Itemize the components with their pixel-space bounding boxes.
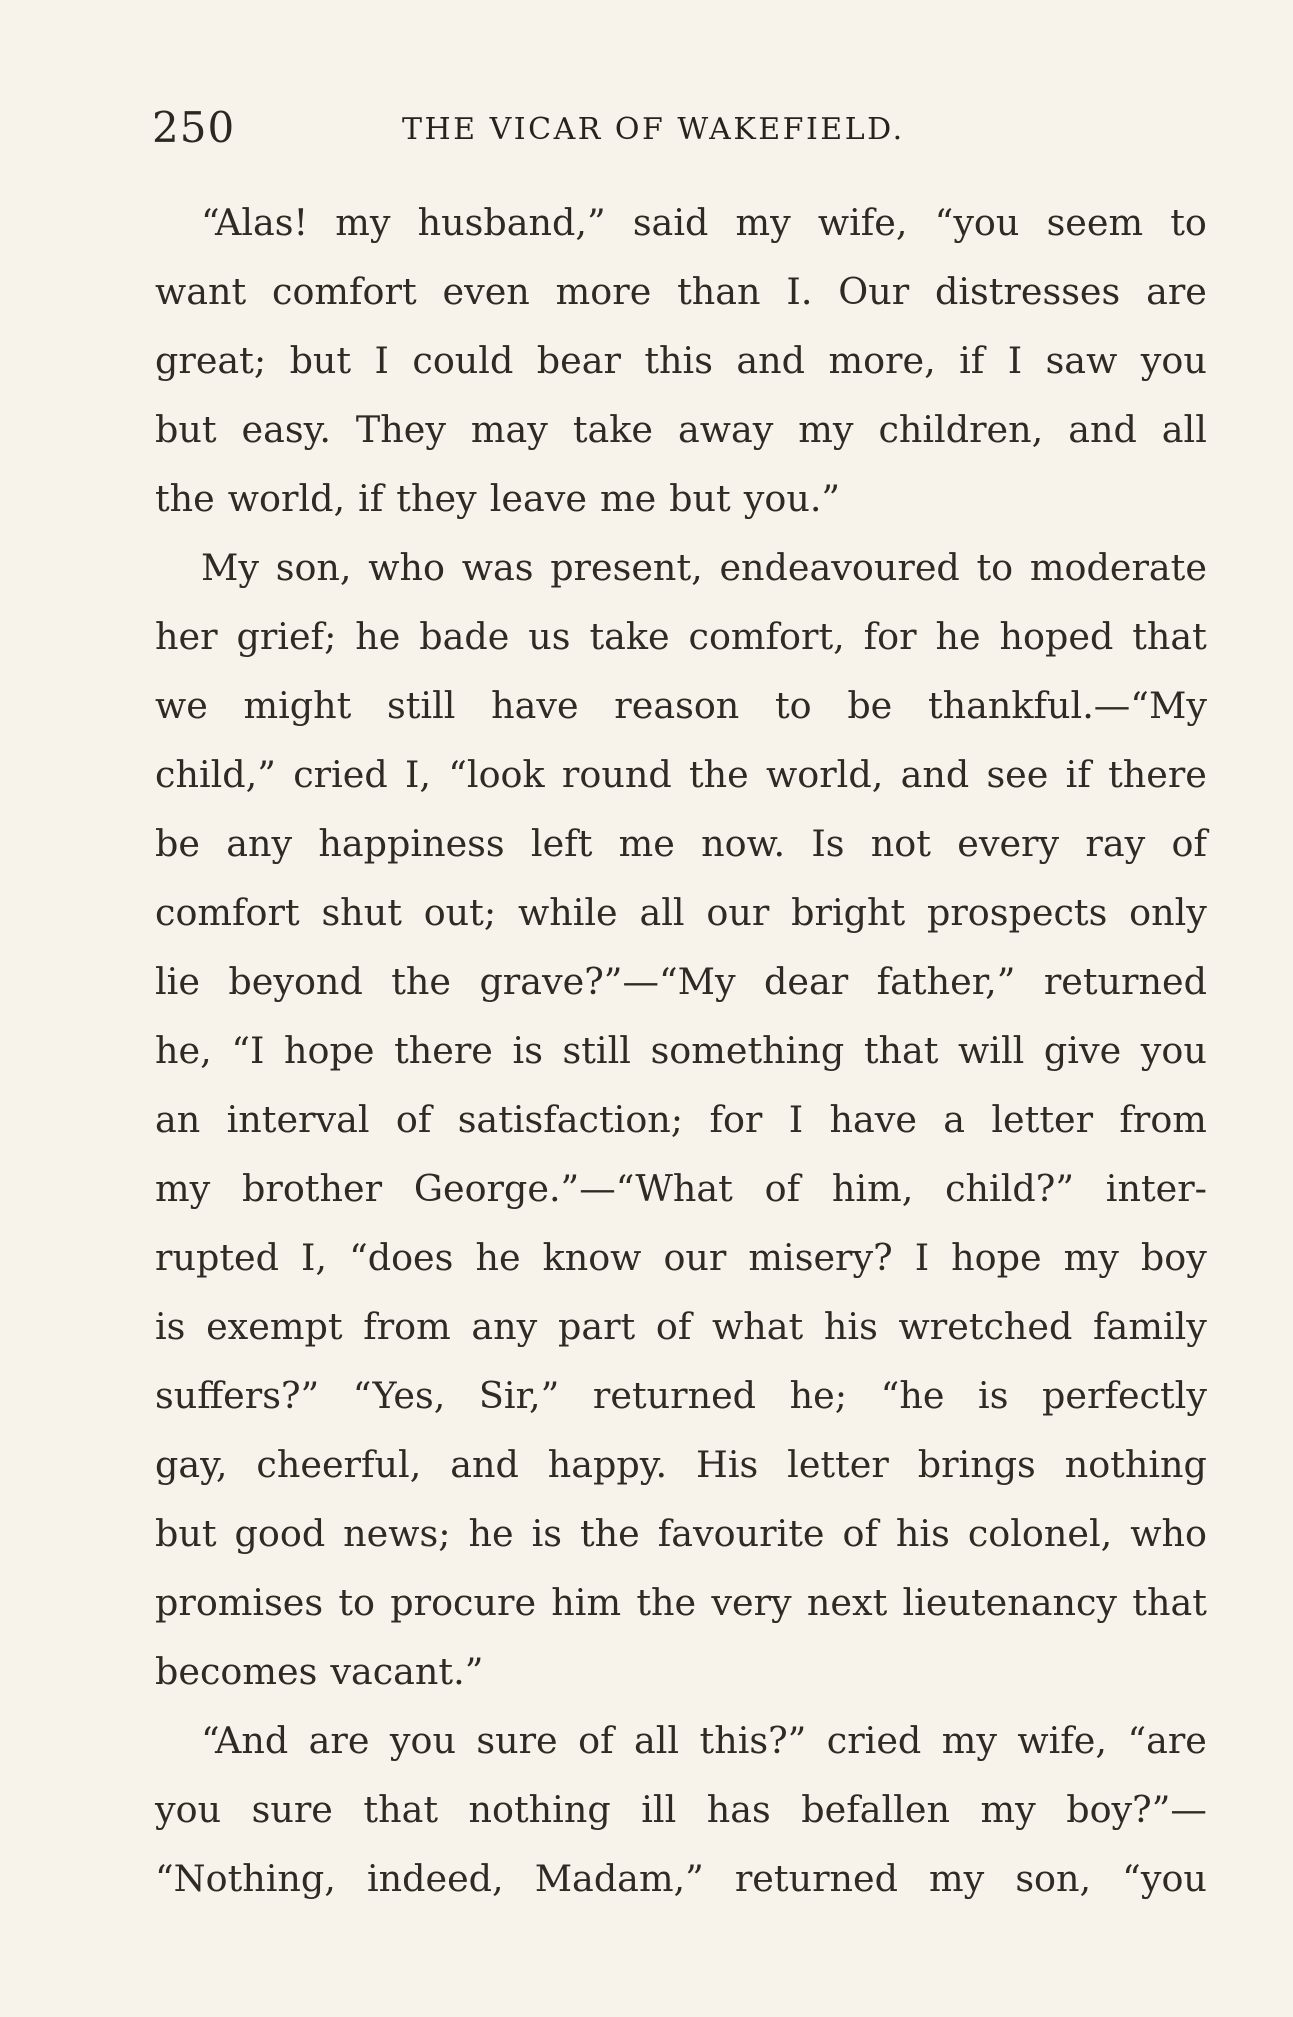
text-word: “you	[1122, 1857, 1207, 1900]
text-word: my	[941, 1719, 997, 1762]
text-word: to	[1170, 201, 1207, 244]
text-word: from	[363, 1305, 451, 1348]
text-word: if	[1065, 753, 1091, 796]
text-line	[155, 1775, 1207, 1844]
text-word: “you	[934, 201, 1020, 244]
text-word: favourite	[657, 1512, 825, 1555]
text-word: His	[696, 1443, 759, 1486]
text-word: be	[155, 822, 200, 865]
text-word: but	[289, 339, 352, 382]
text-word: even	[442, 270, 530, 313]
text-word: Sir,”	[478, 1374, 560, 1417]
text-word: colonel,	[967, 1512, 1113, 1555]
text-word: very	[711, 1581, 792, 1624]
text-word: distresses	[934, 270, 1121, 313]
text-word: he,	[155, 1029, 212, 1072]
text-word: our	[706, 891, 770, 934]
text-word: you.”	[743, 477, 841, 520]
text-word: left	[530, 822, 593, 865]
text-word: returned	[734, 1857, 899, 1900]
text-word: to	[338, 1581, 376, 1624]
text-word: who	[368, 546, 445, 589]
text-word: bear	[536, 339, 621, 382]
text-word: leave	[489, 477, 587, 520]
text-word: now.	[701, 822, 786, 865]
text-word: than	[677, 270, 761, 313]
text-word: “look	[448, 753, 545, 796]
text-word: boy?”—	[1066, 1788, 1207, 1831]
text-word: They	[355, 408, 446, 451]
text-word: indeed,	[366, 1857, 504, 1900]
text-word: becomes	[155, 1650, 318, 1693]
text-word: returned	[592, 1374, 757, 1417]
text-word: only	[1129, 891, 1207, 934]
text-word: happy.	[547, 1443, 668, 1486]
text-word: easy.	[241, 408, 331, 451]
text-word: may	[470, 408, 548, 451]
text-word: sure	[476, 1719, 558, 1762]
text-word: still	[387, 684, 456, 727]
text-line	[155, 1499, 1207, 1568]
text-word: a	[943, 1098, 966, 1141]
text-line	[155, 1292, 1207, 1361]
text-word: moderate	[1029, 546, 1207, 589]
text-word: father,”	[876, 960, 1016, 1003]
text-word: any	[226, 822, 293, 865]
text-word: grave?”—“My	[479, 960, 736, 1003]
text-word: every	[957, 822, 1060, 865]
text-word: you	[155, 1788, 222, 1831]
text-word: news;	[343, 1512, 451, 1555]
text-word: “Alas!	[201, 201, 309, 244]
text-word: my	[155, 1167, 211, 1210]
text-word: world,	[227, 477, 346, 520]
text-line	[155, 395, 1207, 464]
text-word: bade	[419, 615, 510, 658]
text-word: family	[1093, 1305, 1207, 1348]
text-word: but	[155, 1512, 217, 1555]
text-word: you	[1140, 339, 1207, 382]
text-word: hope	[284, 1029, 375, 1072]
text-line	[155, 326, 1207, 395]
text-word: be	[847, 684, 893, 727]
text-word: interval	[226, 1098, 370, 1141]
text-word: prospects	[926, 891, 1108, 934]
text-word: my	[798, 408, 854, 451]
text-word: Is	[811, 822, 845, 865]
text-word: and	[900, 753, 970, 796]
text-word: endeavoured	[719, 546, 960, 589]
text-word: of	[578, 1719, 614, 1762]
text-word: might	[243, 684, 352, 727]
text-word: “are	[1127, 1719, 1207, 1762]
text-word: could	[412, 339, 514, 382]
text-word: hoped	[999, 615, 1114, 658]
text-line	[155, 1430, 1207, 1499]
text-word: of	[842, 1512, 878, 1555]
text-word: all	[639, 891, 685, 934]
text-word: boy	[1140, 1236, 1207, 1279]
text-word: wretched	[898, 1305, 1073, 1348]
text-word: My	[201, 546, 259, 589]
text-word: I	[1007, 339, 1023, 382]
text-word: this	[644, 339, 713, 382]
text-word: saw	[1045, 339, 1118, 382]
text-word: take	[572, 408, 653, 451]
text-word: my	[929, 1857, 985, 1900]
text-word: his	[895, 1512, 950, 1555]
text-word: sure	[251, 1788, 333, 1831]
text-line	[155, 1568, 1207, 1637]
text-word: more,	[828, 339, 936, 382]
text-word: shut	[321, 891, 402, 934]
text-word: wife,	[817, 201, 908, 244]
text-word: out;	[423, 891, 497, 934]
text-word: away	[677, 408, 774, 451]
text-word: to	[976, 546, 1014, 589]
text-word: he	[355, 615, 401, 658]
text-word: son,	[275, 546, 352, 589]
text-word: procure	[390, 1581, 537, 1624]
text-word: suffers?”	[155, 1374, 320, 1417]
text-word: from	[1119, 1098, 1207, 1141]
text-line	[155, 533, 1207, 602]
text-word: “does	[349, 1236, 454, 1279]
text-word: present,	[550, 546, 703, 589]
text-line	[155, 464, 1207, 533]
text-word: to	[774, 684, 812, 727]
text-line	[155, 740, 1207, 809]
text-word: child?”	[945, 1167, 1074, 1210]
text-word: promises	[155, 1581, 324, 1624]
text-word: is	[531, 1512, 563, 1555]
text-word: satisfaction;	[457, 1098, 684, 1141]
text-line	[155, 878, 1207, 947]
text-word: husband,”	[417, 201, 606, 244]
text-word: but	[669, 477, 731, 520]
text-word: comfort,	[688, 615, 845, 658]
text-word: comfort	[155, 891, 300, 934]
text-word: letter	[787, 1443, 889, 1486]
text-word: Madam,”	[534, 1857, 704, 1900]
text-word: “Nothing,	[155, 1857, 336, 1900]
page-number: 250	[152, 103, 236, 152]
text-word: “And	[201, 1719, 289, 1762]
text-line	[155, 809, 1207, 878]
text-word: want	[155, 270, 247, 313]
text-word: happiness	[318, 822, 505, 865]
text-word: Our	[838, 270, 910, 313]
text-word: have	[829, 1098, 917, 1141]
text-word: will	[958, 1029, 1025, 1072]
text-line	[155, 1223, 1207, 1292]
text-word: lie	[155, 960, 200, 1003]
text-word: know	[542, 1236, 642, 1279]
text-word: I.	[786, 270, 813, 313]
text-word: the	[391, 960, 452, 1003]
text-line	[155, 1637, 1207, 1706]
text-word: an	[155, 1098, 201, 1141]
text-word: gay,	[155, 1443, 228, 1486]
text-word: if	[358, 477, 384, 520]
text-word: reason	[614, 684, 740, 727]
text-word: hope	[951, 1236, 1042, 1279]
text-word: brings	[917, 1443, 1036, 1486]
text-word: her	[155, 615, 218, 658]
text-word: all	[634, 1719, 680, 1762]
text-word: you	[1140, 1029, 1207, 1072]
text-word: me	[599, 477, 657, 520]
text-word: there	[1108, 753, 1207, 796]
text-word: what	[712, 1305, 804, 1348]
text-word: world,	[766, 753, 884, 796]
text-word: for	[863, 615, 917, 658]
text-word: any	[471, 1305, 538, 1348]
body-text	[155, 188, 1207, 1913]
text-word: he;	[789, 1374, 848, 1417]
text-word: if	[959, 339, 985, 382]
text-word: cried	[293, 753, 388, 796]
text-word: “he	[880, 1374, 945, 1417]
text-word: was	[461, 546, 534, 589]
text-word: cried	[826, 1719, 922, 1762]
text-word: I	[788, 1098, 804, 1141]
text-word: of	[395, 1098, 432, 1141]
text-word: he	[935, 615, 981, 658]
text-word: of	[1171, 822, 1207, 865]
text-word: has	[706, 1788, 771, 1831]
text-word: nothing	[468, 1788, 611, 1831]
text-word: nothing	[1064, 1443, 1207, 1486]
text-word: misery?	[748, 1236, 893, 1279]
text-word: see	[986, 753, 1049, 796]
text-word: I,	[301, 1236, 328, 1279]
text-word: I	[914, 1236, 930, 1279]
text-word: my	[735, 201, 791, 244]
text-word: and	[1068, 408, 1137, 451]
text-word: cheerful,	[256, 1443, 422, 1486]
text-word: that	[363, 1788, 439, 1831]
text-word: there	[394, 1029, 493, 1072]
text-word: my	[335, 201, 391, 244]
text-word: is	[155, 1305, 186, 1348]
running-title: THE VICAR OF WAKEFIELD.	[402, 112, 905, 147]
text-line	[155, 947, 1207, 1016]
text-word: that	[1132, 615, 1207, 658]
text-word: are	[1146, 270, 1207, 313]
text-word: he	[475, 1236, 521, 1279]
text-word: returned	[1043, 960, 1207, 1003]
text-word: he	[468, 1512, 514, 1555]
text-word: have	[491, 684, 579, 727]
text-word: the	[155, 477, 215, 520]
text-word: son,	[1015, 1857, 1092, 1900]
text-word: take	[589, 615, 670, 658]
text-word: we	[155, 684, 208, 727]
text-word: child,”	[155, 753, 276, 796]
text-word: him	[551, 1581, 622, 1624]
text-word: but	[155, 408, 217, 451]
text-line	[155, 1016, 1207, 1085]
text-word: beyond	[228, 960, 363, 1003]
text-word: lieutenancy	[902, 1581, 1118, 1624]
text-word: all	[1161, 408, 1207, 451]
page-header	[152, 98, 1207, 158]
text-word: I	[374, 339, 389, 382]
text-line	[155, 1844, 1207, 1913]
text-word: that	[1132, 1581, 1207, 1624]
text-word: said	[632, 201, 709, 244]
text-word: my	[980, 1788, 1036, 1831]
text-word: brother	[242, 1167, 383, 1210]
text-word: round	[561, 753, 672, 796]
text-word: of	[655, 1305, 692, 1348]
text-word: me	[618, 822, 675, 865]
text-word: him,	[831, 1167, 914, 1210]
text-word: our	[663, 1236, 727, 1279]
text-word: and	[736, 339, 806, 382]
text-word: more	[555, 270, 652, 313]
text-line	[155, 257, 1207, 326]
text-word: you	[389, 1719, 456, 1762]
text-word: who	[1130, 1512, 1207, 1555]
text-line	[155, 1706, 1207, 1775]
text-word: and	[450, 1443, 519, 1486]
text-word: comfort	[272, 270, 417, 313]
text-word: thankful.—“My	[927, 684, 1207, 727]
text-word: grief;	[236, 615, 337, 658]
text-word: next	[806, 1581, 888, 1624]
text-word: not	[870, 822, 931, 865]
text-line	[155, 602, 1207, 671]
text-word: rupted	[155, 1236, 279, 1279]
text-word: vacant.”	[330, 1650, 484, 1693]
text-line	[155, 1154, 1207, 1223]
text-word: the	[579, 1512, 640, 1555]
text-word: ray	[1085, 822, 1146, 865]
text-word: give	[1043, 1029, 1122, 1072]
text-word: his	[823, 1305, 878, 1348]
text-word: that	[863, 1029, 939, 1072]
text-word: inter-	[1105, 1167, 1207, 1210]
text-word: bright	[791, 891, 906, 934]
text-word: is	[512, 1029, 543, 1072]
text-word: this?”	[699, 1719, 807, 1762]
text-word: “I	[231, 1029, 265, 1072]
text-word: something	[650, 1029, 845, 1072]
text-line	[155, 671, 1207, 740]
text-word: part	[557, 1305, 636, 1348]
text-word: good	[234, 1512, 326, 1555]
text-word: still	[562, 1029, 631, 1072]
text-word: I,	[404, 753, 431, 796]
text-word: children,	[878, 408, 1044, 451]
text-word: great;	[155, 339, 267, 382]
text-line	[155, 1361, 1207, 1430]
text-word: while	[517, 891, 618, 934]
text-word: the	[688, 753, 749, 796]
text-word: ill	[641, 1788, 677, 1831]
text-word: “Yes,	[352, 1374, 446, 1417]
text-word: befallen	[801, 1788, 950, 1831]
text-line	[155, 188, 1207, 257]
text-word: are	[308, 1719, 370, 1762]
text-word: dear	[764, 960, 849, 1003]
text-line	[155, 1085, 1207, 1154]
text-word: exempt	[206, 1305, 343, 1348]
text-word: perfectly	[1042, 1374, 1207, 1417]
text-word: my	[1063, 1236, 1119, 1279]
text-word: they	[396, 477, 477, 520]
text-word: is	[978, 1374, 1009, 1417]
text-word: us	[528, 615, 571, 658]
text-word: of	[764, 1167, 801, 1210]
text-word: letter	[991, 1098, 1094, 1141]
text-word: the	[636, 1581, 697, 1624]
text-word: wife,	[1017, 1719, 1108, 1762]
text-word: seem	[1046, 201, 1144, 244]
text-word: for	[709, 1098, 763, 1141]
text-word: George.”—“What	[413, 1167, 733, 1210]
